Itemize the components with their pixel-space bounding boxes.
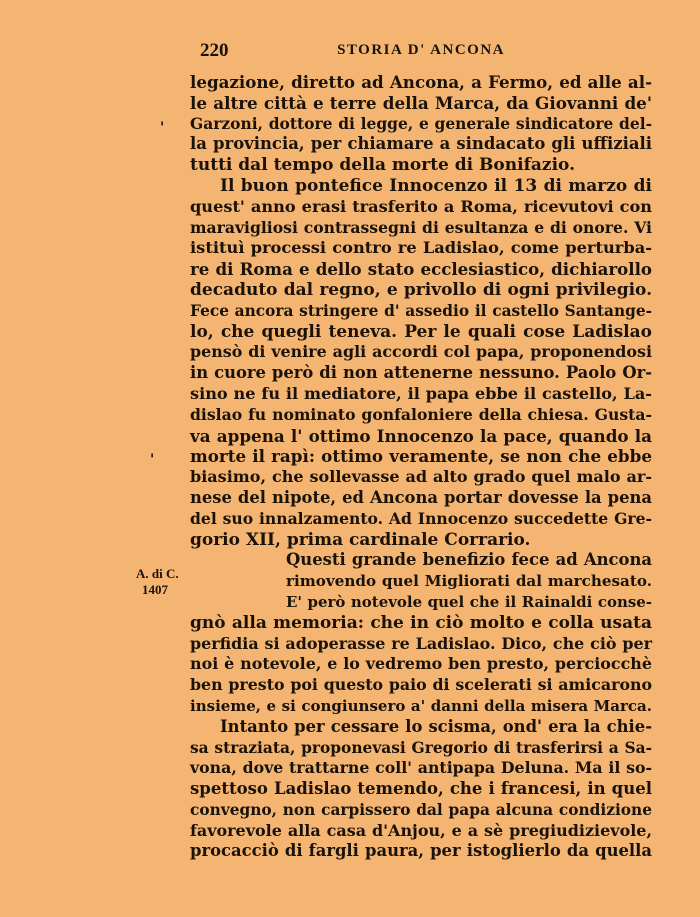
text-line: va appena l' ottimo Innocenzo la pace, quando la — [190, 425, 652, 446]
text-line: convegno, non carpissero dal papa alcuna condizione — [190, 800, 652, 819]
text-line: morte il rapì: ottimo veramente, se non che ebbe — [190, 446, 652, 467]
text-line: istituì processi contro re Ladislao, come perturba- — [190, 238, 652, 258]
text-line: Fece ancora stringere d' assedio il castello Santange- — [190, 301, 652, 320]
text-line: Garzoni, dottore di legge, e generale sindicatore del- — [190, 113, 652, 133]
text-line: insieme, e si congiunsero a' danni della misera Marca. — [190, 696, 652, 715]
body-text — [190, 72, 652, 862]
text-line: Questi grande benefizio fece ad Ancona — [286, 550, 652, 570]
text-line: rimovendo quel Migliorati dal marchesato. — [286, 572, 652, 591]
margin-note-year-value: 1407 — [142, 582, 168, 597]
text-line: procacciò di fargli paura, per istoglierlo da quella — [190, 841, 652, 861]
text-line: Intanto per cessare lo scisma, ond' era la chie- — [220, 716, 652, 736]
text-line: E' però notevole quel che il Rainaldi conse- — [286, 592, 652, 611]
margin-mark: ' — [160, 120, 165, 136]
text-line: decaduto dal regno, e privollo di ogni privilegio. — [190, 279, 652, 300]
text-line: pensò di venire agli accordi col papa, proponendosi — [190, 342, 652, 362]
text-line: la provincia, per chiamare a sindacato gli uffiziali — [190, 134, 652, 154]
text-line: nese del nipote, ed Ancona portar dovesse la pena — [190, 487, 652, 507]
text-line: noi è notevole, e lo vedremo ben presto, perciocchè — [190, 654, 652, 674]
text-line: del suo innalzamento. Ad Innocenzo succedette Gre- — [190, 508, 652, 528]
text-line: tutti dal tempo della morte di Bonifazio. — [190, 155, 575, 176]
margin-note-year — [136, 566, 179, 598]
text-line: gnò alla memoria: che in ciò molto e colla usata — [190, 612, 652, 633]
text-line: spettoso Ladislao temendo, che i francesi, in quel — [190, 779, 652, 799]
text-line: vona, dove trattarne coll' antipapa Deluna. Ma il so- — [190, 758, 652, 778]
running-title: STORIA D' ANCONA — [337, 42, 505, 58]
text-line: sino ne fu il mediatore, il papa ebbe il castello, La- — [190, 383, 652, 403]
text-line: maravigliosi contrassegni di esultanza e di onore. Vi — [190, 217, 652, 237]
text-line: ben presto poi questo paio di scelerati si amicarono — [190, 675, 652, 695]
page-number: 220 — [200, 40, 229, 61]
text-line: re di Roma e dello stato ecclesiastico, dichiarollo — [190, 259, 652, 280]
text-line: lo, che quegli teneva. Per le quali cose Ladislao — [190, 321, 652, 342]
text-line: legazione, diretto ad Ancona, a Fermo, ed alle al- — [190, 72, 652, 92]
text-line: Il buon pontefice Innocenzo il 13 di marzo di — [220, 175, 652, 196]
text-line: quest' anno erasi trasferito a Roma, ricevutovi con — [190, 196, 652, 216]
text-line: favorevole alla casa d'Anjou, e a sè pregiudizievole, — [190, 820, 652, 840]
page-header — [200, 40, 505, 66]
margin-note-label: A. di C. — [136, 566, 179, 581]
text-line: dislao fu nominato gonfaloniere della chiesa. Gusta- — [190, 404, 652, 424]
margin-mark: ' — [150, 452, 155, 468]
text-line: le altre città e terre della Marca, da Giovanni de' — [190, 92, 652, 113]
text-line: sa straziata, proponevasi Gregorio di trasferirsi a Sa- — [190, 738, 652, 757]
text-line: perfidia si adoperasse re Ladislao. Dico, che ciò per — [190, 633, 652, 653]
text-line: biasimo, che sollevasse ad alto grado quel malo ar- — [190, 467, 652, 487]
text-line: in cuore però di non attenerne nessuno. Paolo Or- — [190, 363, 652, 383]
text-line: gorio XII, prima cardinale Corrario. — [190, 529, 531, 550]
